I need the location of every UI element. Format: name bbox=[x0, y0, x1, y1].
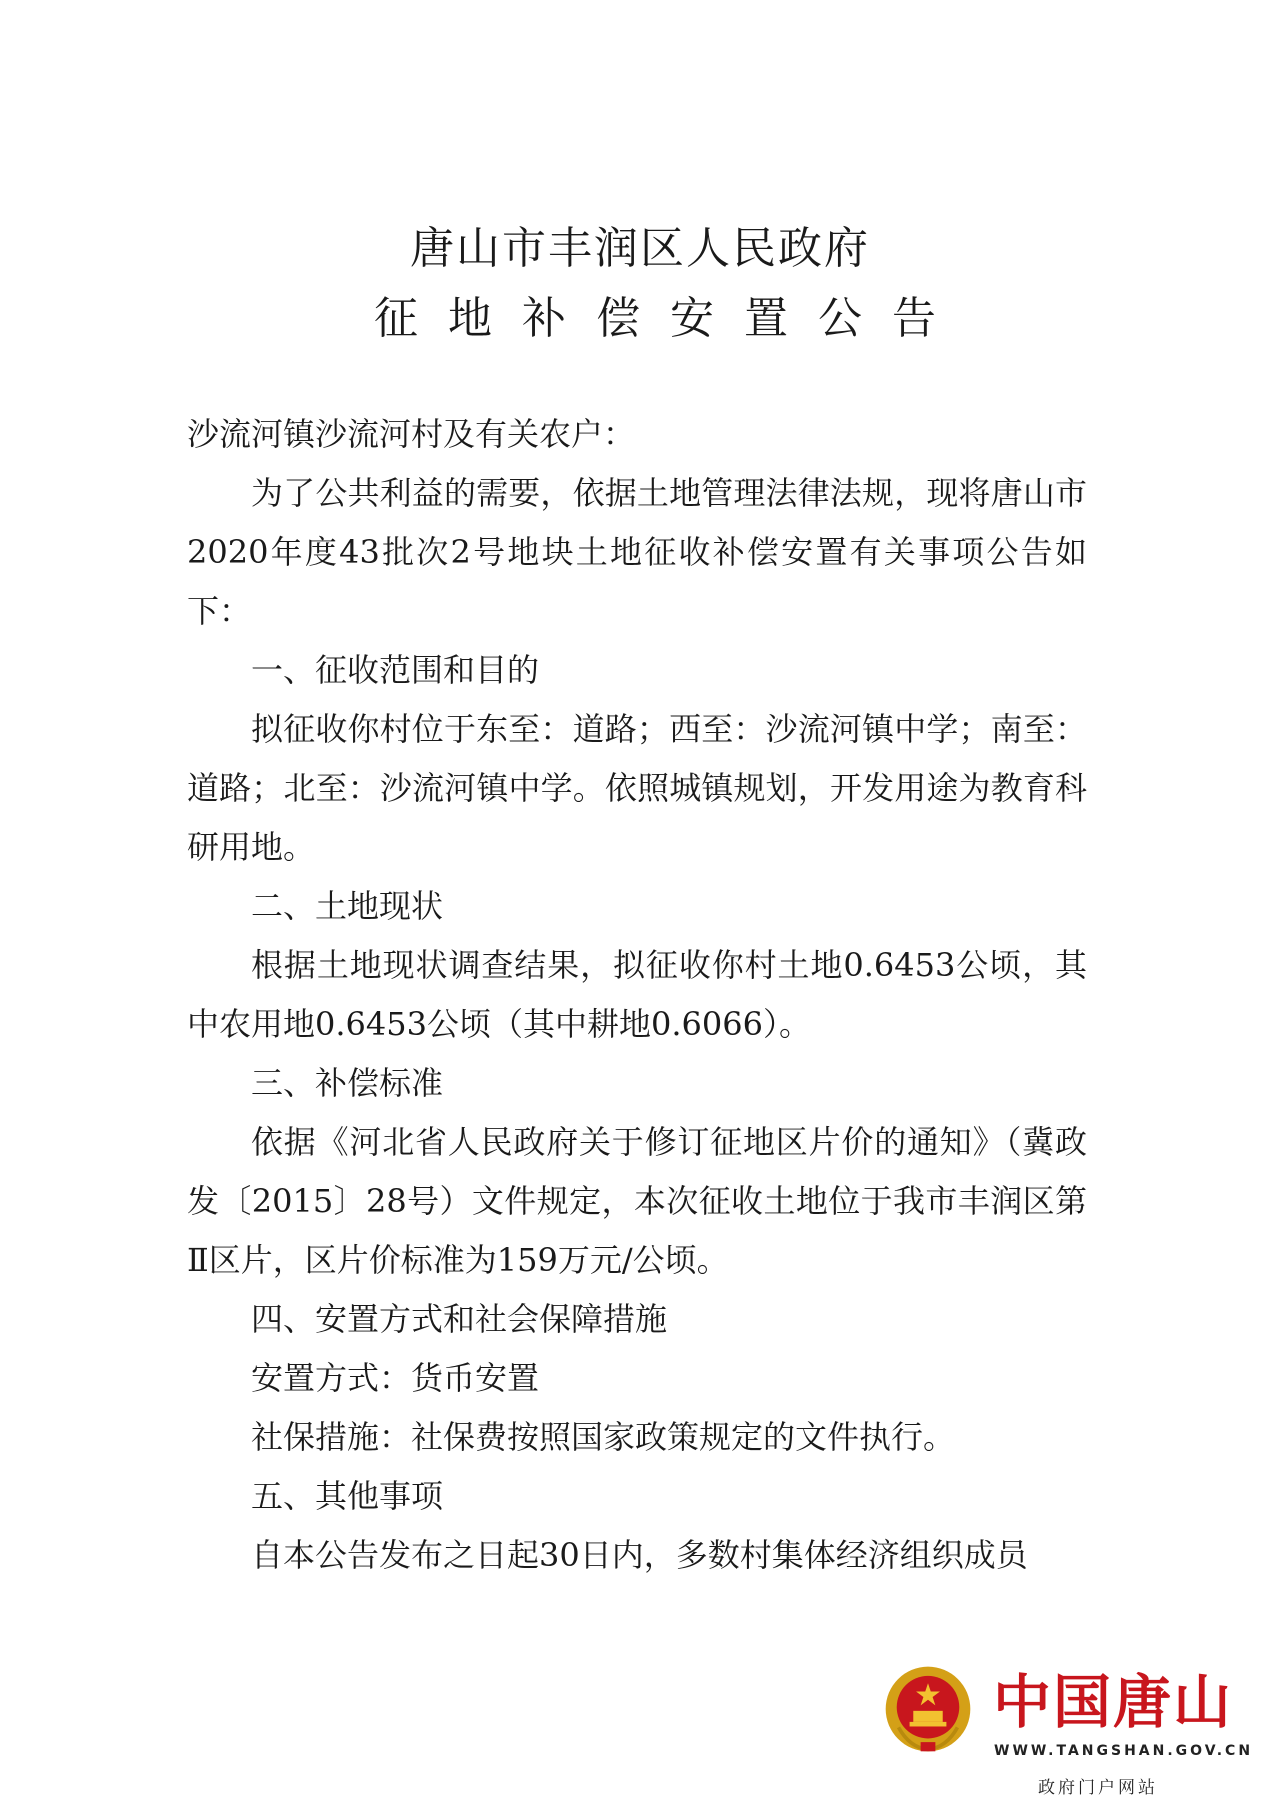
section-heading-compensation: 三、补偿标准 bbox=[251, 1064, 444, 1102]
section-heading-resettlement: 四、安置方式和社会保障措施 bbox=[251, 1300, 668, 1338]
document-title-issuer: 唐山市丰润区人民政府 bbox=[410, 223, 870, 274]
section-paragraph-other: 自本公告发布之日起30日内，多数村集体经济组织成员 bbox=[251, 1536, 1028, 1574]
site-subtitle: 政府门户网站 bbox=[1038, 1778, 1158, 1798]
section-paragraph-resettlement-method: 安置方式：货币安置 bbox=[251, 1359, 540, 1397]
section-paragraph-social-security: 社保措施：社保费按照国家政策规定的文件执行。 bbox=[251, 1418, 956, 1456]
section-paragraph-scope: 拟征收你村位于东至：道路；西至：沙流河镇中学；南至：道路；北至：沙流河镇中学。依照城镇规划，开发用途为教育科研用地。 bbox=[187, 710, 1087, 866]
section-heading-scope: 一、征收范围和目的 bbox=[251, 651, 540, 689]
section-paragraph-land-status: 根据土地现状调查结果，拟征收你村土地0.6453公顷，其中农用地0.6453公顷（其中耕地0.6066）。 bbox=[187, 946, 1087, 1043]
salutation: 沙流河镇沙流河村及有关农户： bbox=[187, 415, 636, 453]
site-url: WWW.TANGSHAN.GOV.CN bbox=[994, 1743, 1254, 1759]
section-paragraph-compensation: 依据《河北省人民政府关于修订征地区片价的通知》（冀政发〔2015〕28号）文件规定，本次征收土地位于我市丰润区第Ⅱ区片，区片价标准为159万元/公顷。 bbox=[187, 1123, 1087, 1279]
section-heading-other: 五、其他事项 bbox=[251, 1477, 444, 1515]
site-name: 中国唐山 bbox=[993, 1668, 1234, 1736]
document-title-subject: 征地补偿安置公告 bbox=[374, 293, 966, 344]
intro-paragraph: 为了公共利益的需要，依据土地管理法律法规，现将唐山市2020年度43批次2号地块土地征收补偿安置有关事项公告如下： bbox=[187, 474, 1087, 630]
section-heading-land-status: 二、土地现状 bbox=[251, 887, 444, 925]
document-body bbox=[187, 405, 1087, 1585]
site-watermark-logo bbox=[878, 1655, 1258, 1798]
national-emblem-icon bbox=[882, 1663, 974, 1755]
